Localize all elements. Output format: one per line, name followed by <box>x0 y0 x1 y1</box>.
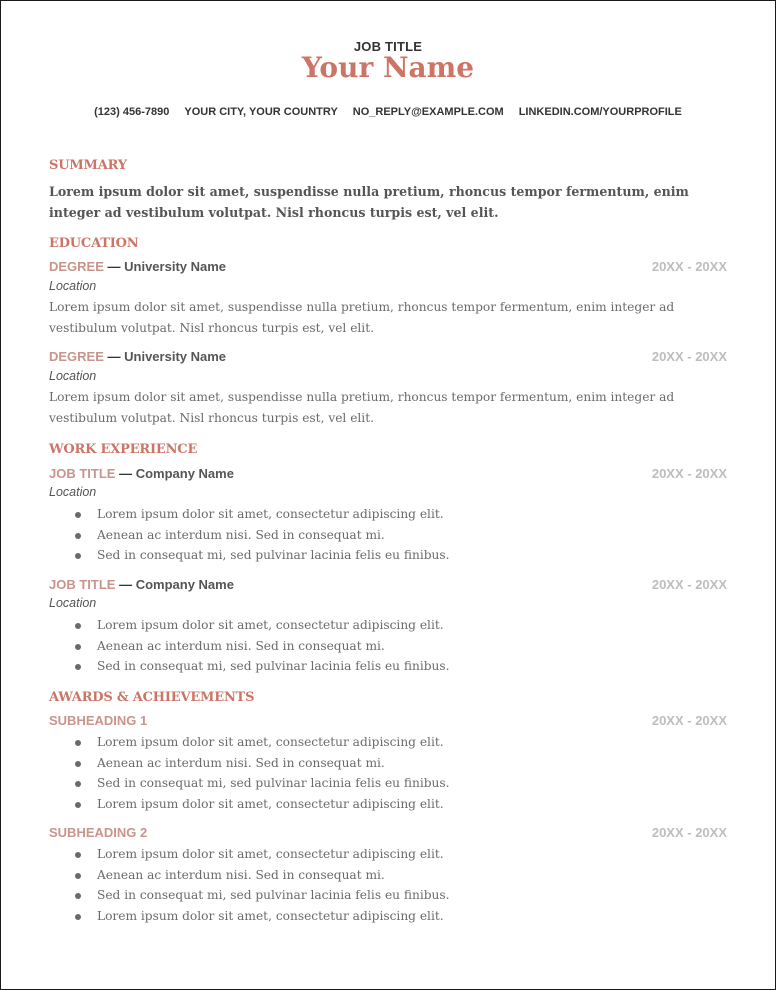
education-location: Location <box>49 369 97 383</box>
summary-text: Lorem ipsum dolor sit amet, suspendisse nulla pretium, rhoncus tempor fermentum, enim integer ad vestibulum volutpat. Nisl rhoncus turpis est, vel elit. <box>49 184 689 220</box>
education-location: Location <box>49 279 97 293</box>
separator: — <box>115 466 136 481</box>
list-item <box>49 794 450 815</box>
summary-heading: SUMMARY <box>49 158 127 173</box>
education-description: Lorem ipsum dolor sit amet, suspendisse nulla pretium, rhoncus tempor fermentum, enim integer ad vestibulum volutpat. Nisl rhoncus turpis est, vel elit. <box>49 390 675 425</box>
bullet-dot-icon <box>75 664 81 670</box>
date-range: 20XX - 20XX <box>651 259 727 274</box>
bullet-text: Lorem ipsum dolor sit amet, consectetur adipiscing elit. <box>97 735 444 749</box>
list-item <box>49 906 450 927</box>
bullet-dot-icon <box>75 761 81 767</box>
bullet-dot-icon <box>75 802 81 808</box>
degree-label: DEGREE <box>49 259 104 274</box>
bullet-dot-icon <box>75 852 81 858</box>
separator: — <box>103 349 125 364</box>
date-range: 20XX - 20XX <box>651 577 727 592</box>
bullet-text: Lorem ipsum dolor sit amet, consectetur adipiscing elit. <box>97 618 444 632</box>
bullet-text: Lorem ipsum dolor sit amet, consectetur adipiscing elit. <box>97 847 444 861</box>
university-name: University Name <box>124 349 227 364</box>
list-item <box>49 865 450 886</box>
subheading-label: SUBHEADING 1 <box>49 713 148 728</box>
education-description: Lorem ipsum dolor sit amet, suspendisse nulla pretium, rhoncus tempor fermentum, enim integer ad vestibulum volutpat. Nisl rhoncus turpis est, vel elit. <box>49 300 675 335</box>
date-range: 20XX - 20XX <box>651 466 727 481</box>
list-item <box>49 773 450 794</box>
date-range: 20XX - 20XX <box>651 349 727 364</box>
list-item <box>49 545 450 566</box>
award-entry-header <box>49 824 727 842</box>
bullet-dot-icon <box>75 781 81 787</box>
job-title-label: JOB TITLE <box>49 577 116 592</box>
list-item <box>49 732 450 753</box>
bullet-dot-icon <box>75 512 81 518</box>
bullet-text: Sed in consequat mi, sed pulvinar lacinia felis eu finibus. <box>97 888 450 902</box>
separator: — <box>103 259 125 274</box>
separator: — <box>115 577 136 592</box>
award-bullet-list <box>49 732 450 814</box>
work-location: Location <box>49 596 97 610</box>
education-entry-header <box>49 348 727 366</box>
contact-linkedin: LINKEDIN.COM/YOURPROFILE <box>518 106 682 118</box>
bullet-text: Aenean ac interdum nisi. Sed in consequat mi. <box>97 638 385 653</box>
education-heading: EDUCATION <box>49 236 139 251</box>
bullet-text: Lorem ipsum dolor sit amet, consectetur adipiscing elit. <box>97 908 444 923</box>
list-item <box>49 885 450 906</box>
bullet-dot-icon <box>75 533 81 539</box>
candidate-name: Your Name <box>301 51 475 84</box>
bullet-dot-icon <box>75 873 81 879</box>
list-item <box>49 525 450 546</box>
contact-location: YOUR CITY, YOUR COUNTRY <box>184 106 338 118</box>
bullet-text: Lorem ipsum dolor sit amet, consectetur adipiscing elit. <box>97 796 444 811</box>
bullet-text: Sed in consequat mi, sed pulvinar lacinia felis eu finibus. <box>97 548 450 562</box>
bullet-dot-icon <box>75 623 81 629</box>
date-range: 20XX - 20XX <box>651 713 727 728</box>
list-item <box>49 656 450 677</box>
bullet-text: Aenean ac interdum nisi. Sed in consequat mi. <box>97 527 385 542</box>
education-entry-header <box>49 258 727 276</box>
bullet-dot-icon <box>75 553 81 559</box>
bullet-text: Sed in consequat mi, sed pulvinar lacinia felis eu finibus. <box>97 776 450 790</box>
award-bullet-list <box>49 844 450 926</box>
awards-heading: AWARDS & ACHIEVEMENTS <box>49 690 255 705</box>
subheading-label: SUBHEADING 2 <box>49 825 148 840</box>
work-entry-header <box>49 465 727 483</box>
contact-phone: (123) 456-7890 <box>94 106 170 118</box>
company-name: Company Name <box>135 577 234 592</box>
bullet-text: Sed in consequat mi, sed pulvinar lacinia felis eu finibus. <box>97 659 450 673</box>
bullet-text: Aenean ac interdum nisi. Sed in consequat mi. <box>97 755 385 770</box>
header-job-title: JOB TITLE <box>353 39 423 54</box>
bullet-text: Aenean ac interdum nisi. Sed in consequat mi. <box>97 867 385 882</box>
bullet-dot-icon <box>75 893 81 899</box>
degree-label: DEGREE <box>49 349 104 364</box>
bullet-dot-icon <box>75 740 81 746</box>
list-item <box>49 636 450 657</box>
award-entry-header <box>49 712 727 730</box>
work-entry-header <box>49 576 727 594</box>
contact-line <box>1 106 775 118</box>
contact-email: NO_REPLY@EXAMPLE.COM <box>352 106 504 118</box>
bullet-dot-icon <box>75 914 81 920</box>
work-bullet-list <box>49 615 450 677</box>
bullet-dot-icon <box>75 644 81 650</box>
work-location: Location <box>49 485 97 499</box>
list-item <box>49 753 450 774</box>
job-title-label: JOB TITLE <box>49 466 116 481</box>
list-item <box>49 844 450 865</box>
date-range: 20XX - 20XX <box>651 825 727 840</box>
company-name: Company Name <box>135 466 234 481</box>
university-name: University Name <box>124 259 227 274</box>
list-item <box>49 615 450 636</box>
list-item <box>49 504 450 525</box>
work-experience-heading: WORK EXPERIENCE <box>49 442 198 457</box>
bullet-text: Lorem ipsum dolor sit amet, consectetur adipiscing elit. <box>97 507 444 521</box>
work-bullet-list <box>49 504 450 566</box>
